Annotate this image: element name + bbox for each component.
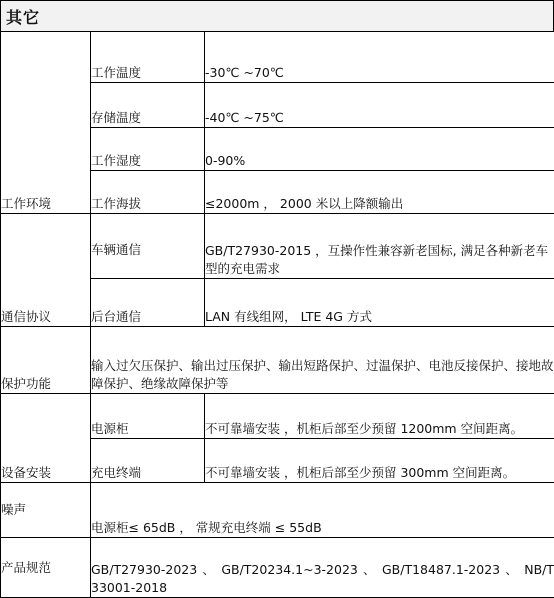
category-protect: 保护功能 [1,327,91,394]
standard-line-2: 33001-2018 [91,579,554,597]
table-row [1,394,554,439]
category-standard [1,538,91,598]
table-row [1,32,554,83]
row-value: GB/T27930-2015 ，互操作性兼容新老国标, 满足各种新老车型的充电需求 [205,214,554,279]
row-value: LAN 有线组网， LTE 4G 方式 [205,279,554,327]
section-title: 其它 [6,5,40,28]
section-header [0,0,554,32]
row-value: 输入过欠压保护、输出过压保护、输出短路保护、过温保护、电池反接保护、接地故障保护、绝缘故障保护等 [91,327,554,394]
row-value: 不可靠墙安装 ，机柜后部至少预留 300mm 空间距离。 [205,439,554,483]
row-value: -40℃ ~75℃ [205,83,554,128]
category-install: 设备安装 [1,394,91,483]
row-label: 工作湿度 [91,128,205,171]
row-value [91,538,554,598]
standard-line-1: GB/T27930-2023 、 GB/T20234.1~3-2023 、 GB/T18487.1-2023 、 NB/T [91,561,554,579]
table-row [1,483,554,538]
category-env: 工作环境 [1,32,91,214]
spec-table [0,31,554,598]
category-label: 产品规范 [1,560,51,575]
table-row [1,214,554,279]
row-label: 工作温度 [91,32,205,83]
table-row [1,538,554,598]
row-value: 不可靠墙安装 ，机柜后部至少预留 1200mm 空间距离。 [205,394,554,439]
row-label: 车辆通信 [91,214,205,279]
table-row [1,327,554,394]
row-label: 电源柜 [91,394,205,439]
row-label: 工作海拔 [91,171,205,214]
row-label: 后台通信 [91,279,205,327]
row-value: -30℃ ~70℃ [205,32,554,83]
row-label: 充电终端 [91,439,205,483]
row-label: 存储温度 [91,83,205,128]
row-value: 电源柜≤ 65dB ， 常规充电终端 ≤ 55dB [91,483,554,538]
category-comm: 通信协议 [1,214,91,327]
row-value: 0-90% [205,128,554,171]
row-value: ≤2000m ， 2000 米以上降额输出 [205,171,554,214]
category-noise: 噪声 [1,483,91,538]
